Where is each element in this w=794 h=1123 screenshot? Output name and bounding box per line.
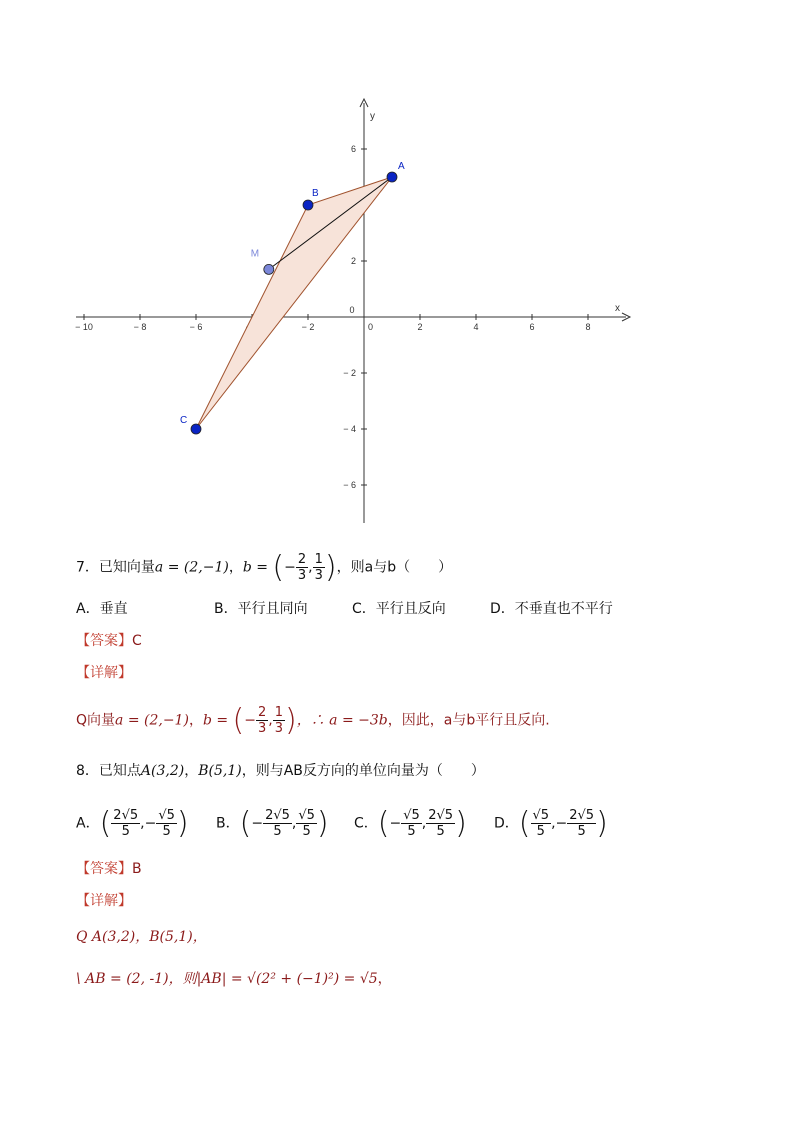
y-tick-label: − 6 xyxy=(343,480,356,490)
numerator: 2√5 xyxy=(569,808,595,823)
q8-explain-line2 xyxy=(76,968,392,990)
q8-line2-suffix: ， xyxy=(377,971,392,987)
q8-option-a[interactable]: A．( $\frac{2√5}{5}$ ,− $\frac{√5}{5}$ ) xyxy=(76,805,189,841)
answer-value: C xyxy=(132,633,142,649)
point-b xyxy=(303,200,313,210)
denominator: 5 xyxy=(436,824,445,839)
q7-stem-prefix: 7．已知向量 xyxy=(76,559,155,576)
q7-explain-b: b = xyxy=(202,712,233,729)
right-paren: ) xyxy=(596,805,608,841)
q8-option-d[interactable]: D．( $\frac{√5}{5}$ ,− $\frac{2√5}{5}$ ) xyxy=(494,805,608,841)
right-paren: ) xyxy=(176,805,189,841)
q8-stem: 8．已知点A(3,2)，B(5,1)，则与AB反方向的单位向量为（ ） xyxy=(76,763,485,779)
point-label-c: C xyxy=(180,415,188,426)
x-tick-label: 8 xyxy=(585,322,591,332)
right-paren: ) xyxy=(324,549,337,585)
denominator: 5 xyxy=(302,824,311,839)
point-c xyxy=(191,424,201,434)
option-letter: D． xyxy=(494,815,519,832)
q7-explain-tag: 【详解】 xyxy=(76,665,132,681)
q8-vector-ab: \ AB = (2, -1)，则 xyxy=(76,971,197,987)
fraction xyxy=(156,808,177,839)
fraction xyxy=(531,808,552,839)
numerator: 2√5 xyxy=(113,808,139,823)
right-paren: ) xyxy=(455,805,467,841)
point-label-b: B xyxy=(312,188,319,199)
answer-tag: 【答案】 xyxy=(76,633,132,649)
q7-vector-a: a = (2,−1) xyxy=(154,559,229,576)
q8-point-a: A(3,2) xyxy=(140,763,185,779)
left-paren: ( xyxy=(377,805,390,841)
q7-explanation: Q向量a = (2,−1)，b = (− $\frac{2}{3}$ , $\frac{1}{3}$ )，∴ a = −3b，因此，a与b平行且反向. xyxy=(76,702,550,738)
point-label-m: M xyxy=(250,248,260,260)
left-paren: ( xyxy=(518,805,531,841)
fraction xyxy=(401,808,422,839)
q7-answer xyxy=(76,630,142,652)
x-tick-label: 4 xyxy=(473,322,479,332)
denominator: 5 xyxy=(273,824,282,839)
answer-tag: 【答案】 xyxy=(76,861,132,877)
q8-explain-line1: Q A(3,2)，B(5,1)， xyxy=(76,929,207,945)
fraction xyxy=(296,552,308,583)
q7-option-d[interactable]: D．不垂直也不平行 xyxy=(490,601,613,617)
q8-stem-suffix: ，则与AB反方向的单位向量为（ ） xyxy=(241,763,485,779)
numerator: 2 xyxy=(297,552,307,567)
denominator: 5 xyxy=(121,824,130,839)
y-tick-label: 2 xyxy=(350,256,356,266)
q7-option-c[interactable]: C．平行且反向 xyxy=(352,601,446,617)
q7-option-b[interactable]: B．平行且同向 xyxy=(214,601,308,617)
answer-value: B xyxy=(132,861,142,877)
x-tick-label: − 2 xyxy=(301,322,315,332)
q7-explain-a: a = (2,−1) xyxy=(115,712,189,729)
q7-stem-suffix: ，则a与b（ ） xyxy=(336,559,453,576)
denominator: 3 xyxy=(314,568,323,583)
option-letter: B． xyxy=(216,815,240,832)
point-m xyxy=(264,264,274,274)
numerator: √5 xyxy=(403,808,420,823)
fraction xyxy=(296,808,317,839)
fraction xyxy=(426,808,455,839)
numerator: 1 xyxy=(314,552,323,567)
sign: − xyxy=(144,815,157,832)
x-tick-label: 2 xyxy=(417,322,423,332)
q7-explain-prefix: Q向量 xyxy=(76,712,116,729)
q7-vector-b-eq: b = xyxy=(242,559,273,576)
right-paren: ) xyxy=(316,805,329,841)
numerator: 2 xyxy=(257,705,267,720)
point-label-a: A xyxy=(398,161,405,172)
q8-answer xyxy=(76,858,142,880)
triangle-abc xyxy=(196,177,392,429)
coordinate-plot xyxy=(70,95,640,530)
q7-explain-suffix: ，因此，a与b平行且反向. xyxy=(387,712,550,729)
left-paren: ( xyxy=(99,805,112,841)
sign: − xyxy=(389,815,402,832)
q8-explain-tag: 【详解】 xyxy=(76,893,132,909)
option-letter: C． xyxy=(354,815,378,832)
fraction xyxy=(273,705,285,736)
numerator: 1 xyxy=(274,705,283,720)
q8-option-c[interactable]: C．(− $\frac{√5}{5}$ , $\frac{2√5}{5}$ ) xyxy=(354,805,467,841)
q7-comma: ， xyxy=(228,559,243,576)
point-a xyxy=(387,172,397,182)
x-tick-label: − 8 xyxy=(133,322,147,332)
denominator: 3 xyxy=(274,721,283,736)
numerator: √5 xyxy=(158,808,175,823)
q8-magnitude: |AB| = √(2² + (−1)²) = √5 xyxy=(196,971,378,987)
denominator: 5 xyxy=(577,824,586,839)
sign: − xyxy=(555,815,568,832)
x-axis-label: x xyxy=(615,303,620,314)
right-paren: ) xyxy=(285,702,297,738)
x-tick-label: − 6 xyxy=(189,322,203,332)
numerator: √5 xyxy=(298,808,315,823)
numerator: √5 xyxy=(532,808,550,823)
q8-option-b[interactable]: B．(− $\frac{2√5}{5}$ , $\frac{√5}{5}$ ) xyxy=(216,805,329,841)
q7-options xyxy=(76,598,613,620)
fraction xyxy=(111,808,140,839)
fraction xyxy=(256,705,268,736)
denominator: 5 xyxy=(536,824,545,839)
denominator: 5 xyxy=(407,824,416,839)
numerator: 2√5 xyxy=(428,808,454,823)
q7-stem: 7．已知向量a = (2,−1)，b = (− $\frac{2}{3}$ , $\frac{1}{3}$ )，则a与b（ ） xyxy=(76,549,453,585)
x-tick-label: − 10 xyxy=(75,322,93,332)
fraction xyxy=(263,808,292,839)
left-paren: ( xyxy=(239,805,252,841)
y-axis-label: y xyxy=(370,111,375,122)
y-tick-label: − 4 xyxy=(343,424,356,434)
left-paren: ( xyxy=(272,549,285,585)
denominator: 3 xyxy=(257,721,267,736)
q8-stem-prefix: 8．已知点 xyxy=(76,763,141,779)
left-paren: ( xyxy=(232,702,245,738)
y-tick-label: 6 xyxy=(350,144,356,154)
denominator: 5 xyxy=(162,824,171,839)
x-tick-label: 6 xyxy=(529,322,535,332)
sign: − xyxy=(251,815,264,832)
coordinate-figure xyxy=(70,95,640,530)
q8-options xyxy=(76,805,608,841)
denominator: 3 xyxy=(297,568,307,583)
fraction xyxy=(313,552,325,583)
y-tick-label: − 2 xyxy=(343,368,356,378)
q7-option-a[interactable]: A．垂直 xyxy=(76,601,128,617)
q8-point-b: B(5,1) xyxy=(198,763,242,779)
q7-explain-mid: ，∴ a = −3b xyxy=(296,712,388,729)
x-tick-label: 0 xyxy=(368,322,374,332)
fraction xyxy=(567,808,596,839)
option-letter: A． xyxy=(76,815,100,832)
y-tick-label: 0 xyxy=(349,305,355,315)
numerator: 2√5 xyxy=(265,808,290,823)
